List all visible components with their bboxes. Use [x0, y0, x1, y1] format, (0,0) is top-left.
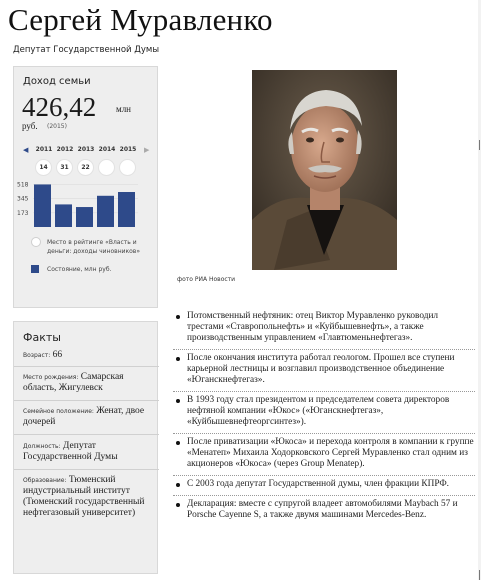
year-label[interactable]: 2014 [98, 146, 116, 153]
triangle-right-icon[interactable]: ▶ [144, 146, 150, 154]
fact-value: Самарская область, Жигулевск [23, 372, 124, 393]
fact-label: Возраст: [23, 352, 51, 359]
y-tick-label: 173 [17, 209, 29, 217]
wealth-bar[interactable] [76, 207, 93, 227]
fact-position [23, 441, 151, 463]
triangle-left-icon[interactable]: ◀ [23, 146, 29, 154]
biography-list [173, 308, 475, 526]
scroll-mark [479, 140, 480, 150]
wealth-bar[interactable] [118, 192, 135, 227]
fact-birthplace [23, 372, 151, 394]
fact-age [23, 350, 151, 361]
fact-family [23, 406, 151, 428]
photo-credit: фото РИА Новости [177, 276, 236, 283]
page-title: Сергей Муравленко [8, 2, 273, 37]
list-item: С 2003 года депутат Государственной думы, член фракции КПРФ. [173, 476, 475, 496]
wealth-square-icon [31, 265, 39, 273]
list-item: Декларация: вместе с супругой владеет автомобилями Maybach 57 и Porsche Cayenne S, а также двумя машинами Mercedes-Benz. [173, 496, 475, 526]
fact-label: Образование: [23, 477, 67, 484]
income-amount: 426,42 [22, 92, 97, 122]
fact-value: 66 [52, 350, 63, 360]
list-item: После приватизации «Юкоса» и перехода контроля в компании к группе «Менатеп» Михаила Ходорковского Сергей Муравленко стал одним из акционеров «Юкоса» (через Group Menatep). [173, 434, 475, 476]
income-title: Доход семьи [23, 76, 91, 87]
year-label[interactable]: 2011 [35, 146, 53, 153]
rank-bubble [98, 159, 115, 176]
year-label[interactable]: 2013 [77, 146, 95, 153]
income-year: (2015) [47, 123, 67, 130]
wealth-bar[interactable] [34, 184, 51, 227]
income-unit-mln: млн [116, 104, 132, 114]
year-label[interactable]: 2015 [119, 146, 137, 153]
legend-rank-label: Место в рейтинге «Власть и деньги: доходы чиновников» [47, 239, 141, 255]
wealth-bar-chart [14, 179, 159, 229]
fact-label: Семейное положение: [23, 408, 94, 415]
fact-value: Тюменский индустриальный институт (Тюменский государственный нефтегазовый университет) [23, 475, 145, 518]
y-tick-label: 345 [17, 195, 29, 203]
fact-value: Женат, двое дочерей [23, 406, 145, 427]
divider [14, 434, 159, 435]
rank-bubble: 22 [77, 159, 94, 176]
y-tick-label: 518 [17, 181, 29, 189]
rank-bubble: 14 [35, 159, 52, 176]
list-item: В 1993 году стал президентом и председателем совета директоров нефтяной компании «Юкос» («Юганскнефтегаз», «Куйбышевнефтеоргсинтез»). [173, 392, 475, 434]
wealth-bar[interactable] [55, 204, 72, 227]
rank-bubble [119, 159, 136, 176]
income-unit-rub: руб. [22, 121, 38, 131]
fact-label: Должность: [23, 443, 61, 450]
facts-title: Факты [23, 331, 61, 344]
divider [14, 400, 159, 401]
legend-wealth-label: Состояние, млн руб. [47, 266, 112, 273]
fact-label: Место рождения: [23, 374, 79, 381]
year-nav [14, 145, 159, 155]
rank-circle-icon [31, 237, 41, 247]
portrait-photo [252, 70, 397, 270]
income-card [13, 66, 158, 308]
rank-bubble: 31 [56, 159, 73, 176]
divider [14, 469, 159, 470]
list-item: После окончания института работал геологом. Прошел все ступени карьерной лестницы и возглавил производственное объединение «Юганскнефтегаз». [173, 350, 475, 392]
fact-education [23, 475, 151, 519]
facts-card [13, 321, 158, 574]
divider [14, 366, 159, 367]
scroll-mark [479, 570, 480, 580]
page-subtitle: Депутат Государственной Думы [13, 45, 160, 55]
fact-value: Депутат Государственной Думы [23, 441, 118, 462]
list-item: Потомственный нефтяник: отец Виктор Муравленко руководил трестами «Ставропольнефть» и «Куйбышевнефть», а также производственным управлением «Главтюменьнефтегаз». [173, 308, 475, 350]
wealth-bar[interactable] [97, 196, 114, 227]
year-label[interactable]: 2012 [56, 146, 74, 153]
